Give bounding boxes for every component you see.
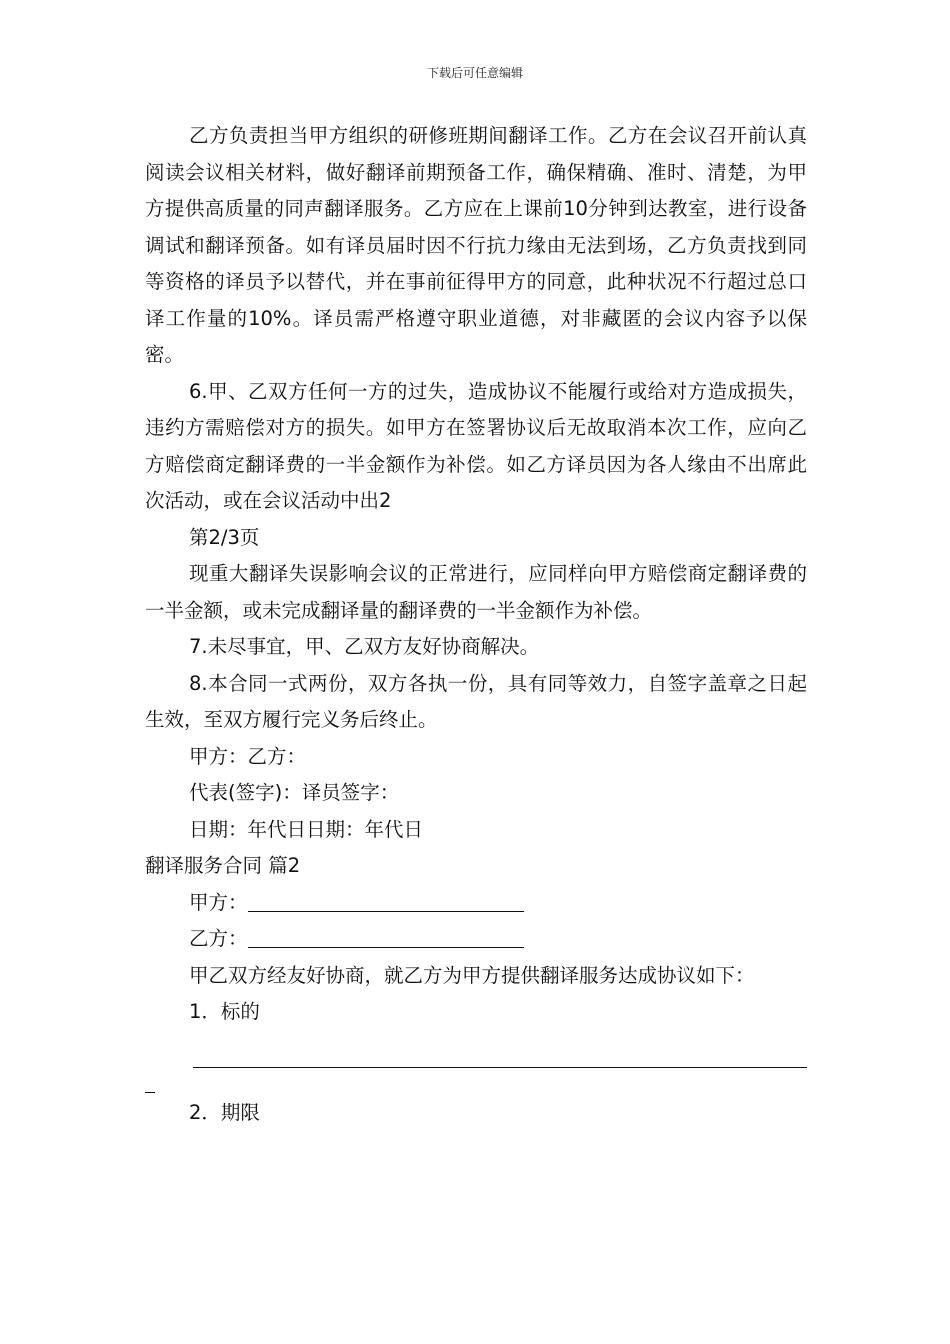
paragraph-clause-8: 8.本合同一式两份，双方各执一份，具有同等效力，自签字盖章之日起生效，至双方履行完义务后终止。 [145, 671, 807, 731]
page-header: 下载后可任意编辑 [426, 66, 523, 80]
paragraph-translation-duties: 乙方负责担当甲方组织的研修班期间翻译工作。乙方在会议召开前认真阅读会议相关材料，做好翻译前期预备工作，确保精确、准时、清楚，为甲方提供高质量的同声翻译服务。乙方应在上课前10分钟到达教室，进行设备调试和翻译预备。如有译员届时因不行抗力缘由无法到场，乙方负责找到同等资格的译员予以替代，并在事前征得甲方的同意，此种状况不行超过总口译工作量的10%。译员需严格遵守职业道德，对非藏匿的会议内容予以保密。 [145, 124, 807, 366]
document-body [145, 118, 807, 1131]
party-a-line [145, 885, 807, 922]
subject-fill-line-end [145, 1082, 155, 1093]
subject-fill-line [193, 1041, 807, 1068]
party-b-line [145, 921, 807, 958]
party-a-blank [248, 889, 524, 912]
signature-dates: 日期：年代日日期：年代日 [189, 817, 424, 841]
signature-parties: 甲方：乙方： [189, 744, 307, 768]
item-term: 2．期限 [189, 1100, 260, 1124]
item-subject: 1．标的 [189, 1000, 260, 1023]
paragraph-clause-6-continued: 现重大翻译失误影响会议的正常进行，应同样向甲方赔偿商定翻译费的一半金额，或未完成翻译量的翻译费的一半金额作为补偿。 [145, 562, 807, 622]
page-marker: 第2/3页 [189, 525, 260, 549]
paragraph-clause-6: 6.甲、乙双方任何一方的过失，造成协议不能履行或给对方造成损失，违约方需赔偿对方的损失。如甲方在签署协议后无故取消本次工作，应向乙方赔偿商定翻译费的一半金额作为补偿。如乙方译员因为各人缘由不出席此次活动，或在会议活动中出2 [145, 379, 807, 512]
paragraph-clause-7: 7.未尽事宜，甲、乙双方友好协商解决。 [189, 635, 540, 658]
party-a-label: 甲方： [189, 890, 248, 914]
section-title: 翻译服务合同 篇2 [145, 854, 301, 877]
party-b-label: 乙方： [189, 927, 248, 950]
signature-representatives: 代表(签字)：译员签字： [189, 781, 400, 804]
party-b-blank [248, 925, 524, 948]
paragraph-agreement-intro: 甲乙双方经友好协商，就乙方为甲方提供翻译服务达成协议如下： [189, 963, 755, 987]
